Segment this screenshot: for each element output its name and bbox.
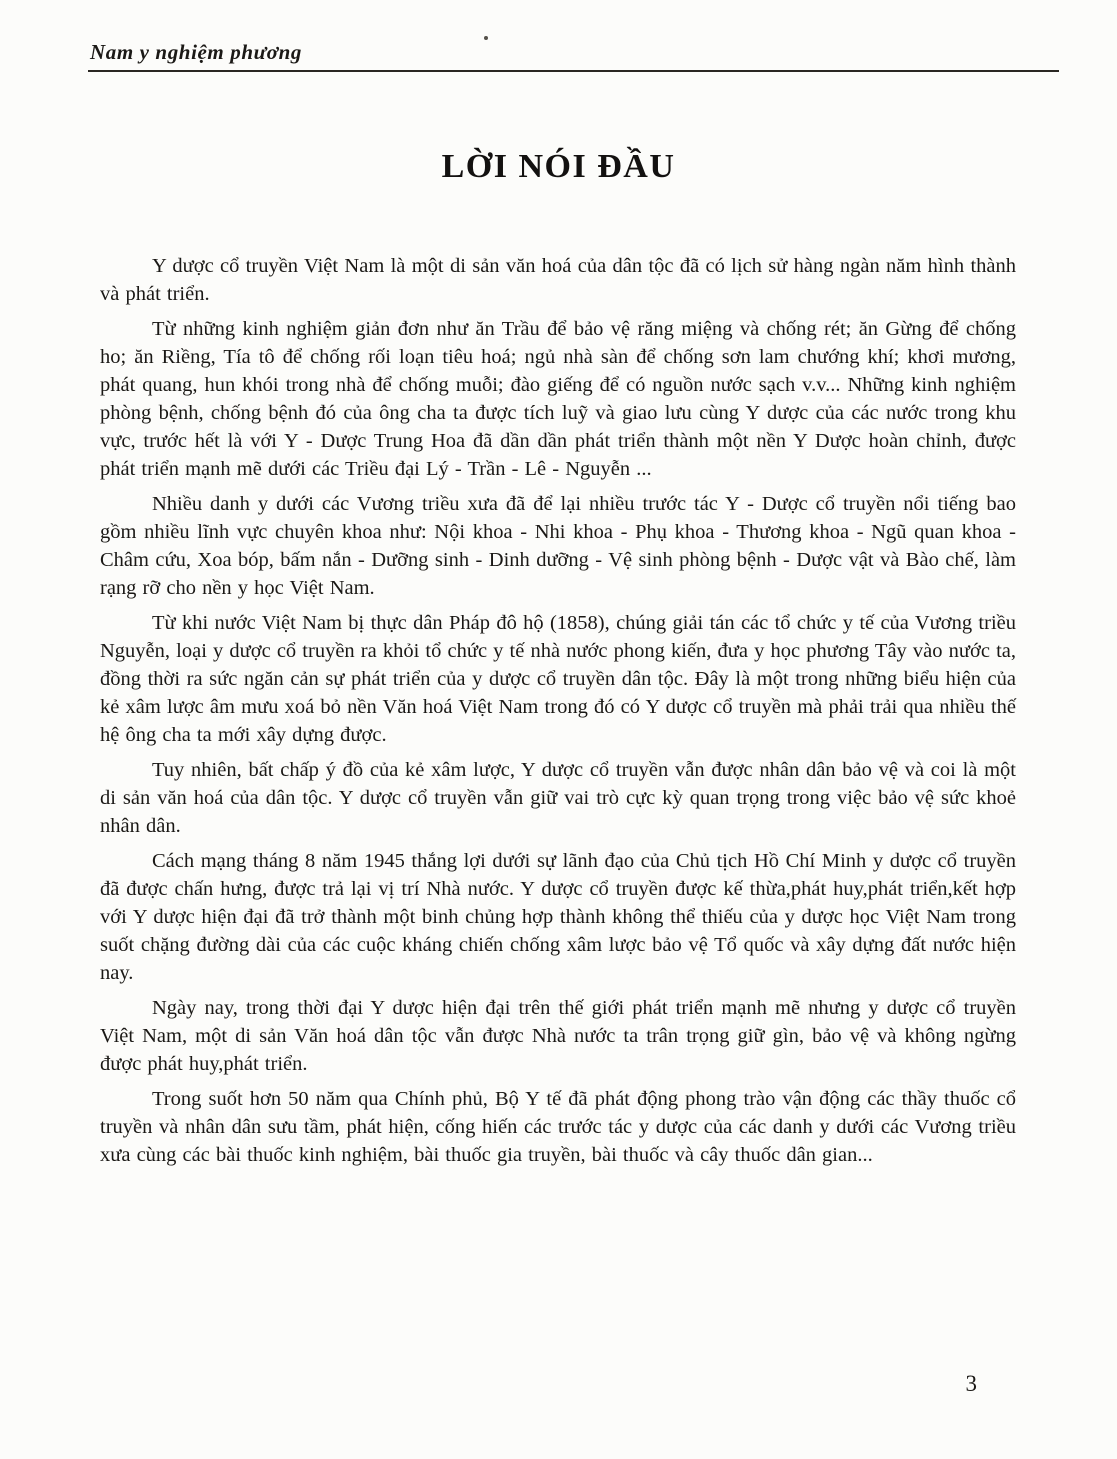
paragraph-1: Y dược cổ truyền Việt Nam là một di sản văn hoá của dân tộc đã có lịch sử hàng ngàn năm hình thành và phát triển. bbox=[100, 255, 1016, 305]
paragraph-5: Tuy nhiên, bất chấp ý đồ của kẻ xâm lược, Y dược cổ truyền vẫn được nhân dân bảo vệ và coi là một di sản văn hoá của dân tộc. Y dược cổ truyền vẫn giữ vai trò cực kỳ quan trọng trong việc bảo vệ sức khoẻ nhân dân. bbox=[100, 759, 1016, 837]
page-number: 3 bbox=[965, 1371, 977, 1396]
paragraph-3: Nhiều danh y dưới các Vương triều xưa đã để lại nhiều trước tác Y - Dược cổ truyền nổi tiếng bao gồm nhiều lĩnh vực chuyên khoa như: Nội khoa - Nhi khoa - Phụ khoa - Thương khoa - Ngũ quan khoa - Châm cứu, Xoa bóp, bấm nắn - Dưỡng sinh - Dinh dưỡng - Vệ sinh phòng bệnh - Dược vật và Bào chế, làm rạng rỡ cho nền y học Việt Nam. bbox=[100, 493, 1016, 599]
body-text bbox=[100, 252, 1016, 1176]
page-title: LỜI NÓI ĐẦU bbox=[441, 148, 676, 185]
running-header bbox=[90, 40, 1059, 70]
paragraph-4: Từ khi nước Việt Nam bị thực dân Pháp đô hộ (1858), chúng giải tán các tổ chức y tế của Vương triều Nguyễn, loại y dược cổ truyền ra khỏi tổ chức y tế nhà nước phong kiến, đưa y học phương Tây vào nước ta, đồng thời ra sức ngăn cản sự phát triển của y dược cổ truyền dân tộc. Đây là một trong những biểu hiện của kẻ xâm lược âm mưu xoá bỏ nền Văn hoá Việt Nam trong đó có Y dược cổ truyền mà phải trải qua nhiều thế hệ ông cha ta mới xây dựng được. bbox=[100, 612, 1016, 746]
header-rule bbox=[88, 70, 1059, 72]
paragraph-7: Ngày nay, trong thời đại Y dược hiện đại trên thế giới phát triển mạnh mẽ nhưng y dược cổ truyền Việt Nam, một di sản Văn hoá dân tộc vẫn được Nhà nước ta trân trọng giữ gìn, bảo vệ và không ngừng được phát huy,phát triển. bbox=[100, 997, 1016, 1075]
paragraph-8: Trong suốt hơn 50 năm qua Chính phủ, Bộ Y tế đã phát động phong trào vận động các thầy thuốc cổ truyền và nhân dân sưu tầm, phát hiện, cống hiến các trước tác y dược của các danh y dưới các Vương triều xưa cùng các bài thuốc kinh nghiệm, bài thuốc gia truyền, bài thuốc và cây thuốc dân gian... bbox=[100, 1088, 1016, 1166]
paragraph-6: Cách mạng tháng 8 năm 1945 thắng lợi dưới sự lãnh đạo của Chủ tịch Hồ Chí Minh y dược cổ truyền đã được chấn hưng, được trả lại vị trí Nhà nước. Y dược cổ truyền được kế thừa,phát huy,phát triển,kết hợp với Y dược hiện đại đã trở thành một binh chủng hợp thành không thể thiếu của y dược học Việt Nam trong suốt chặng đường dài của các cuộc kháng chiến chống xâm lược bảo vệ Tổ quốc và xây dựng đất nước hiện nay. bbox=[100, 850, 1016, 984]
running-header-text: Nam y nghiệm phương bbox=[90, 40, 303, 64]
paragraph-2: Từ những kinh nghiệm giản đơn như ăn Trầu để bảo vệ răng miệng và chống rét; ăn Gừng để chống ho; ăn Riềng, Tía tô để chống rối loạn tiêu hoá; ngủ nhà sàn để chống sơn lam chướng khí; khơi mương, phát quang, hun khói trong nhà để chống muỗi; đào giếng để có nguồn nước sạch v.v... Những kinh nghiệm phòng bệnh, chống bệnh đó của ông cha ta được tích luỹ và giao lưu cùng Y dược của các nước trong khu vực, trước hết là với Y - Dược Trung Hoa đã dần dần phát triển thành một nền Y Dược hoàn chỉnh, được phát triển mạnh mẽ dưới các Triều đại Lý - Trần - Lê - Nguyễn ... bbox=[100, 318, 1016, 480]
